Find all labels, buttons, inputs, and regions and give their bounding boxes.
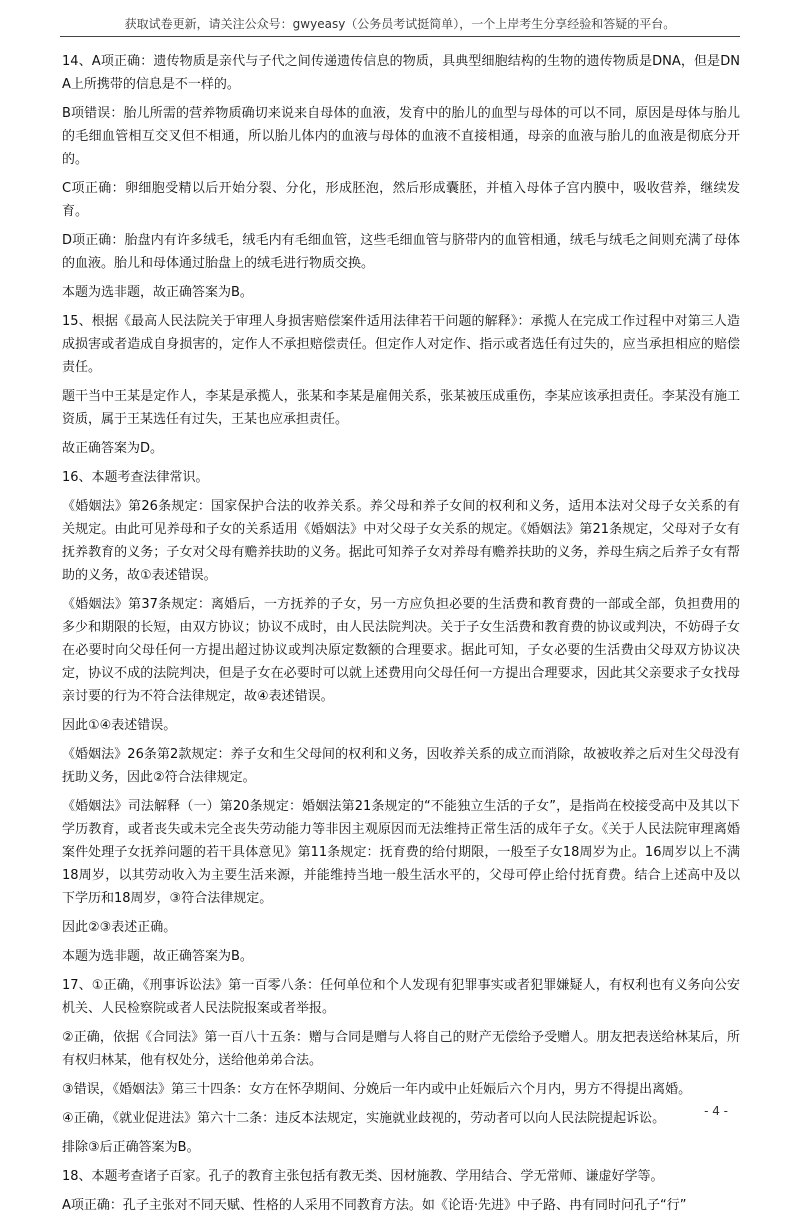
paragraph: 《婚姻法》第37条规定：离婚后，一方抚养的子女，另一方应负担必要的生活费和教育费的一部或全部，负担费用的多少和期限的长短，由双方协议；协议不成时，由人民法院判决。关于子女生活费和教育费的协议或判决，不妨碍子女在必要时向父母任何一方提出超过协议或判决原定数额的合理要求。据此可知，子女必要的生活费由父母双方协议决定，协议不成的法院判决，但是子女在必要时可以就上述费用向父母任何一方提出合理要求，因此其父亲要求子女找母亲讨要的行为不符合法律规定，故④表述错误。 [62,597,740,704]
page-header: 获取试卷更新，请关注公众号：gwyeasy（公务员考试挺简单），一个上岸考生分享经验和答疑的平台。 [60,14,740,37]
paragraph: B项错误：胎儿所需的营养物质确切来说来自母体的血液，发育中的胎儿的血型与母体的可以不同，原因是母体与胎儿的毛细血管相互交叉但不相通，所以胎儿体内的血液与母体的血液不直接相通，母亲的血液与胎儿的血液是彻底分开的。 [62,106,740,167]
page-number: - 4 - [704,1104,728,1118]
paragraph: 16、本题考查法律常识。 [62,470,209,485]
paragraph: 14、A项正确：遗传物质是亲代与子代之间传递遗传信息的物质，具典型细胞结构的生物的遗传物质是DNA，但是DNA上所携带的信息是不一样的。 [62,54,740,92]
paragraph: ②正确，依据《合同法》第一百八十五条：赠与合同是赠与人将自己的财产无偿给予受赠人。朋友把表送给林某后，所有权归林某，他有权处分，送给他弟弟合法。 [62,1030,740,1068]
paragraph: 因此①④表述错误。 [62,718,177,733]
paragraph: 题干当中王某是定作人，李某是承揽人，张某和李某是雇佣关系，张某被压成重伤，李某应该承担责任。李某没有施工资质，属于王某选任有过失，王某也应承担责任。 [62,389,740,427]
paragraph: 《婚姻法》司法解释（一）第20条规定：婚姻法第21条规定的“不能独立生活的子女”，是指尚在校接受高中及其以下学历教育，或者丧失或未完全丧失劳动能力等非因主观原因而无法维持正常生活的成年子女。《关于人民法院审理离婚案件处理子女抚养问题的若干具体意见》第11条规定：抚育费的给付期限，一般至子女18周岁为止。16周岁以上不满18周岁，以其劳动收入为主要生活来源，并能维持当地一般生活水平的，父母可停止给付抚育费。结合上述高中及以下学历和18周岁，③符合法律规定。 [62,799,740,906]
paragraph: A项正确：孔子主张对不同天赋、性格的人采用不同教育方法。如《论语·先进》中子路、冉有同时问孔子“行” [62,1198,687,1213]
paragraph: ③错误，《婚姻法》第三十四条：女方在怀孕期间、分娩后一年内或中止妊娠后六个月内，男方不得提出离婚。 [62,1082,692,1097]
paragraph: 18、本题考查诸子百家。孔子的教育主张包括有教无类、因材施教、学用结合、学无常师、谦虚好学等。 [62,1169,664,1184]
paragraph: 17、①正确，《刑事诉讼法》第一百零八条：任何单位和个人发现有犯罪事实或者犯罪嫌疑人，有权利也有义务向公安机关、人民检察院或者人民法院报案或者举报。 [62,978,740,1016]
paragraph: D项正确：胎盘内有许多绒毛，绒毛内有毛细血管，这些毛细血管与脐带内的血管相通，绒毛与绒毛之间则充满了母体的血液。胎儿和母体通过胎盘上的绒毛进行物质交换。 [62,233,740,271]
paragraph: 《婚姻法》26条第2款规定：养子女和生父母间的权利和义务，因收养关系的成立而消除，故被收养之后对生父母没有抚助义务，因此②符合法律规定。 [62,747,740,785]
paragraph: 因此②③表述正确。 [62,920,177,935]
paragraph: 故正确答案为D。 [62,441,164,456]
paragraph: 排除③后正确答案为B。 [62,1140,200,1155]
paragraph: 15、根据《最高人民法院关于审理人身损害赔偿案件适用法律若干问题的解释》：承揽人在完成工作过程中对第三人造成损害或者造成自身损害的，定作人不承担赔偿责任。但定作人对定作、指示或者选任有过失的，应当承担相应的赔偿责任。 [62,314,740,375]
paragraph: 本题为选非题，故正确答案为B。 [62,949,253,964]
paragraph: ④正确，《就业促进法》第六十二条：违反本法规定，实施就业歧视的，劳动者可以向人民法院提起诉讼。 [62,1111,666,1126]
paragraph: 本题为选非题，故正确答案为B。 [62,285,253,300]
paragraph: C项正确：卵细胞受精以后开始分裂、分化，形成胚泡，然后形成囊胚，并植入母体子宫内膜中，吸收营养，继续发育。 [62,181,740,219]
document-body [62,50,740,1223]
paragraph: 《婚姻法》第26条规定：国家保护合法的收养关系。养父母和养子女间的权利和义务，适用本法对父母子女关系的有关规定。由此可见养母和子女的关系适用《婚姻法》中对父母子女关系的规定。《婚姻法》第21条规定，父母对子女有抚养教育的义务；子女对父母有赡养扶助的义务。据此可知养子女对养母有赡养扶助的义务，养母生病之后养子女有帮助的义务，故①表述错误。 [62,499,740,583]
